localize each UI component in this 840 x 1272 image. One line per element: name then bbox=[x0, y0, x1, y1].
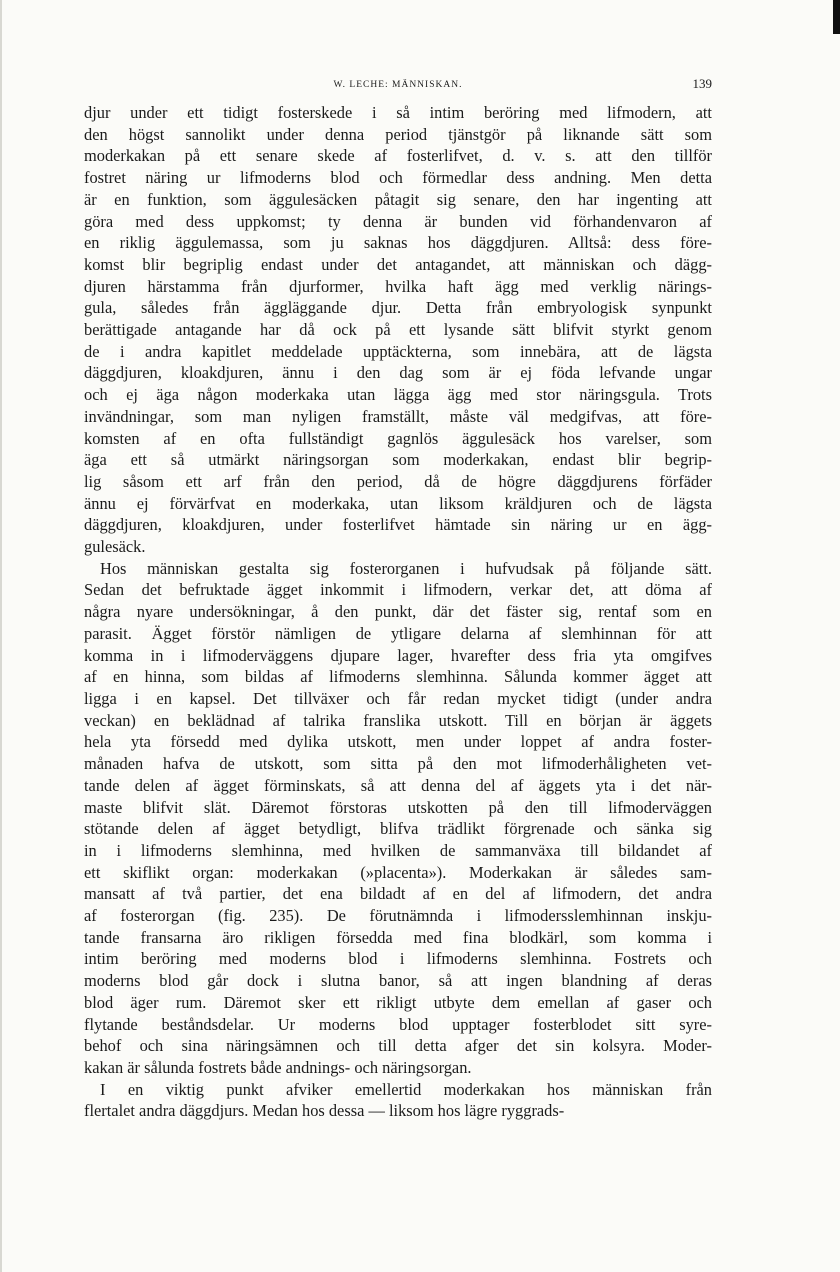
text-line: komsten af en ofta fullständigt gagnlös äggulesäck hos varelser, som bbox=[84, 428, 712, 448]
text-line: lig såsom ett arf från den period, då de högre däggdjurens förfäder bbox=[84, 471, 712, 491]
text-line: invändningar, som man nyligen framställt, måste väl medgifvas, att före- bbox=[84, 406, 712, 426]
text-line: och ej äga någon moderkaka utan lägga ägg med stor näringsgula. Trots bbox=[84, 385, 712, 405]
text-line: moderkakan på ett senare skede af fosterlifvet, d. v. s. att den tillför bbox=[84, 146, 712, 166]
text-line: fostret näring ur lifmoderns blod och förmedlar dess andning. Men detta bbox=[84, 168, 712, 188]
text-line: parasit. Ägget förstör nämligen de ytligare delarna af slemhinnan för att bbox=[84, 623, 712, 643]
paragraph-3 bbox=[84, 1079, 712, 1122]
text-line: djur under ett tidigt fosterskede i så intim beröring med lifmodern, att bbox=[84, 103, 712, 122]
text-line: flertalet andra däggdjurs. Medan hos dessa — liksom hos lägre ryggrads- bbox=[84, 1101, 565, 1121]
paragraph-2 bbox=[84, 558, 712, 1079]
text-line: in i lifmoderns slemhinna, med hvilken de sammanväxa till bildandet af bbox=[84, 840, 712, 860]
text-line: maste blifvit slät. Däremot förstoras utskotten på den till lifmoderväggen bbox=[84, 797, 712, 817]
body-text bbox=[84, 102, 712, 1122]
text-line: en riklig äggulemassa, som ju saknas hos däggdjuren. Alltså: dess före- bbox=[84, 233, 712, 253]
text-line: månaden hafva de utskott, som sitta på den mot lifmoderhåligheten vet- bbox=[84, 754, 712, 774]
text-line: behof och sina näringsämnen och till detta afger det sin kolsyra. Moder- bbox=[84, 1036, 712, 1056]
text-line: stötande delen af ägget betydligt, blifva trädlikt förgrenade och sänka sig bbox=[84, 819, 712, 839]
text-line: blod äger rum. Däremot sker ett rikligt utbyte dem emellan af gaser och bbox=[84, 992, 712, 1012]
text-line: däggdjuren, kloakdjuren, ännu i den dag som är ej föda lefvande ungar bbox=[84, 363, 712, 383]
book-page bbox=[84, 74, 712, 1122]
text-line: djuren härstamma från djurformer, hvilka haft ägg med verklig närings- bbox=[84, 276, 712, 296]
text-line: I en viktig punkt afviker emellertid moderkakan hos människan från bbox=[100, 1079, 712, 1099]
scan-edge-mark bbox=[833, 0, 840, 34]
text-line: den högst sannolikt under denna period tjänstgör på liknande sätt som bbox=[84, 124, 712, 144]
text-line: tande fransarna äro rikligen försedda med fina blodkärl, som komma i bbox=[84, 927, 712, 947]
text-line: gula, således från äggläggande djur. Detta från embryologisk synpunkt bbox=[84, 298, 712, 318]
running-title: W. LECHE: MÄNNISKAN. bbox=[333, 80, 463, 90]
text-line: hela yta försedd med dylika utskott, men under loppet af andra foster- bbox=[84, 732, 712, 752]
text-line: mansatt af två partier, det ena bildadt af en del af lifmodern, det andra bbox=[84, 884, 712, 904]
text-line: gulesäck. bbox=[84, 537, 146, 557]
text-line: äga ett så utmärkt näringsorgan som moderkakan, endast blir begrip- bbox=[84, 450, 712, 470]
paragraph-1 bbox=[84, 102, 712, 558]
text-line: ännu ej förvärfvat en moderkaka, utan liksom kräldjuren och de lägsta bbox=[84, 493, 712, 513]
text-line: ligga i en kapsel. Det tillväxer och får redan mycket tidigt (under andra bbox=[84, 688, 712, 708]
text-line: är en funktion, som äggulesäcken påtagit sig senare, den har ingenting att bbox=[84, 189, 712, 209]
text-line: däggdjuren, kloakdjuren, under fosterlifvet hämtade sin näring ur en ägg- bbox=[84, 515, 712, 535]
text-line: några nyare undersökningar, å den punkt, där det fäster sig, rentaf som en bbox=[84, 602, 712, 622]
running-header bbox=[84, 74, 712, 96]
text-line: kakan är sålunda fostrets både andnings- och näringsorgan. bbox=[84, 1057, 472, 1077]
text-line: ett skiflikt organ: moderkakan (»placenta»). Moderkakan är således sam- bbox=[84, 862, 712, 882]
text-line: af en hinna, som bildas af lifmoderns slemhinna. Sålunda kommer ägget att bbox=[84, 667, 712, 687]
text-line: flytande beståndsdelar. Ur moderns blod upptager fosterblodet sitt syre- bbox=[84, 1014, 712, 1034]
text-line: komma in i lifmoderväggens djupare lager, hvarefter dess fria yta omgifves bbox=[84, 645, 712, 665]
text-line: göra med dess uppkomst; ty denna är bunden vid förhandenvaron af bbox=[84, 211, 712, 231]
text-line: komst blir begriplig endast under det antagandet, att människan och dägg- bbox=[84, 254, 712, 274]
scan-left-edge bbox=[0, 0, 2, 1272]
text-line: berättigade antagande har då ock på ett lysande sätt blifvit styrkt genom bbox=[84, 320, 712, 340]
text-line: intim beröring med moderns blod i lifmoderns slemhinna. Fostrets och bbox=[84, 949, 712, 969]
text-line: af fosterorgan (fig. 235). De förutnämnda i lifmodersslemhinnan inskju- bbox=[84, 906, 712, 926]
text-line: Sedan det befruktade ägget inkommit i lifmodern, verkar det, att döma af bbox=[84, 580, 712, 600]
text-line: veckan) en beklädnad af talrika franslika utskott. Till en början är äggets bbox=[84, 710, 712, 730]
text-line: de i andra kapitlet meddelade upptäckterna, som innebära, att de lägsta bbox=[84, 341, 712, 361]
text-line: moderns blod går dock i slutna banor, så att ingen blandning af deras bbox=[84, 971, 712, 991]
page-number: 139 bbox=[692, 76, 712, 91]
text-line: tande delen af ägget förminskats, så att denna del af äggets yta i det när- bbox=[84, 775, 712, 795]
text-line: Hos människan gestalta sig fosterorganen i hufvudsak på följande sätt. bbox=[100, 558, 712, 578]
